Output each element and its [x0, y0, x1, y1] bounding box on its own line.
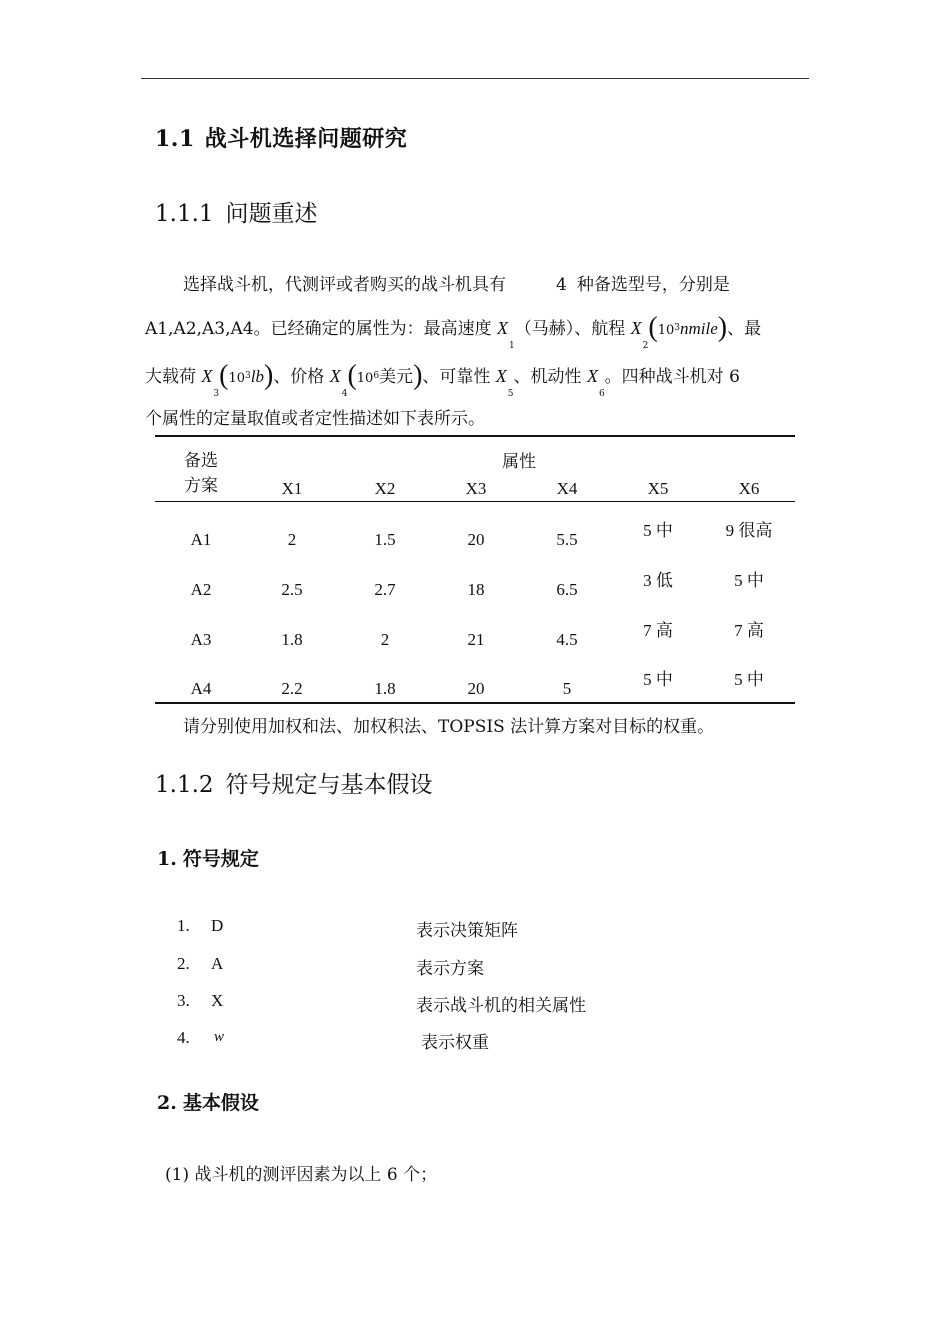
assumptions-heading — [157, 1088, 259, 1115]
unit-base: 10 — [356, 371, 374, 386]
var-subscript: 6 — [598, 389, 605, 399]
intro-text: 、机动性 — [513, 367, 582, 387]
section-number: 1.1 — [155, 126, 195, 152]
table-cell: 1.8 — [281, 630, 303, 649]
table-col-header: X2 — [374, 479, 396, 498]
var-x3: X — [201, 366, 213, 386]
table-cell: 21 — [467, 630, 485, 649]
intro-text: A1,A2,A3,A4。已经确定的属性为：最高速度 — [145, 319, 492, 339]
list-number: 1. — [177, 916, 190, 935]
row-label: A2 — [190, 580, 212, 599]
table-cell: 5 中 — [643, 521, 673, 540]
table-cell: 20 — [467, 679, 485, 698]
table-col-header: X3 — [465, 479, 487, 498]
table-col-header: X1 — [281, 479, 303, 498]
intro-line-1 — [183, 270, 730, 295]
intro-line-3 — [145, 358, 740, 399]
table-cell: 1.8 — [374, 679, 396, 698]
heading-number: 1. — [157, 848, 177, 870]
paren: ( — [219, 360, 229, 391]
paren: ) — [413, 360, 423, 391]
header-rule — [141, 78, 809, 79]
table-cell: 5 中 — [734, 571, 764, 590]
table-cell: 4.5 — [556, 630, 578, 649]
subsection-title-text: 符号规定与基本假设 — [225, 772, 433, 798]
unit-exp: 6 — [373, 371, 380, 381]
var-subscript: 5 — [507, 389, 514, 399]
table-cell: 5.5 — [556, 530, 578, 549]
heading-number: 2. — [157, 1092, 177, 1114]
intro-text: （马赫）、航程 — [514, 319, 626, 339]
symbol-desc: 表示决策矩阵 — [416, 921, 518, 941]
symbol-key: A — [211, 954, 224, 973]
paren: ( — [648, 312, 658, 343]
list-number: 2. — [177, 954, 190, 973]
table-cell: 5 中 — [643, 670, 673, 689]
symbol-key: w — [214, 1029, 225, 1045]
unit-exp: 3 — [245, 371, 251, 381]
unit-base: 10 — [657, 323, 675, 338]
table-cell: 3 低 — [643, 571, 673, 590]
table-col-header: X5 — [647, 479, 669, 498]
list-number: 3. — [177, 991, 190, 1010]
table-cell: 2 — [287, 530, 297, 549]
unit-exp: 3 — [674, 323, 680, 333]
section-title — [155, 122, 407, 153]
subsection-title-text: 问题重述 — [225, 201, 318, 227]
table-rule-bottom — [155, 702, 795, 704]
var-subscript: 4 — [341, 389, 348, 399]
table-note: 请分别使用加权和法、加权积法、TOPSIS 法计算方案对目标的权重。 — [183, 717, 715, 737]
table-head-left-2: 方案 — [184, 476, 218, 496]
unit-usd: 美元 — [379, 367, 414, 387]
table-cell: 18 — [467, 580, 485, 599]
intro-line-4: 个属性的定量取值或者定性描述如下表所示。 — [145, 409, 485, 429]
intro-text: 种备选型号，分别是 — [576, 275, 730, 295]
var-subscript: 3 — [213, 389, 220, 399]
var-x4: X — [329, 366, 341, 386]
subsection-title-1 — [155, 195, 318, 228]
table-cell: 1.5 — [374, 530, 396, 549]
var-x6: X — [586, 366, 598, 386]
unit-lb: lb — [250, 367, 264, 386]
var-x5: X — [495, 366, 507, 386]
intro-text: 、可靠性 — [422, 367, 491, 387]
heading-text: 基本假设 — [182, 1092, 259, 1114]
subsection-number: 1.1.2 — [155, 772, 214, 798]
table-cell: 2.5 — [281, 580, 303, 599]
row-label: A3 — [190, 630, 212, 649]
table-rule-mid — [155, 501, 795, 502]
subsection-number: 1.1.1 — [155, 201, 214, 227]
intro-line-2 — [145, 310, 762, 351]
symbols-heading — [157, 844, 259, 871]
unit-nmile: nmile — [679, 319, 718, 338]
var-x1: X — [497, 318, 508, 338]
symbol-key: D — [211, 916, 224, 935]
var-subscript: 2 — [642, 341, 649, 351]
table-col-header: X4 — [556, 479, 578, 498]
var-subscript: 1 — [509, 341, 515, 351]
var-x2: X — [630, 318, 642, 338]
table-head-group: 属性 — [502, 452, 536, 472]
subsection-title-2 — [155, 766, 433, 799]
intro-text: 、价格 — [273, 367, 325, 387]
table-head-left-1: 备选 — [184, 451, 218, 471]
table-cell: 2 — [380, 630, 390, 649]
symbol-desc: 表示战斗机的相关属性 — [416, 996, 586, 1016]
table-cell: 2.7 — [374, 580, 396, 599]
intro-text: 大载荷 — [145, 367, 196, 387]
intro-text: 、最 — [727, 319, 762, 339]
unit-base: 10 — [228, 371, 246, 386]
symbol-desc: 表示权重 — [421, 1033, 489, 1053]
table-cell: 20 — [467, 530, 485, 549]
intro-count: 4 — [556, 275, 567, 295]
paren: ( — [347, 360, 357, 391]
paren: ) — [263, 360, 274, 391]
table-rule-top — [155, 435, 795, 437]
paren: ) — [717, 312, 728, 343]
row-label: A4 — [190, 679, 212, 698]
table-cell: 9 很高 — [725, 521, 773, 540]
heading-text: 符号规定 — [182, 848, 259, 870]
table-cell: 6.5 — [556, 580, 578, 599]
intro-text: 选择战斗机，代测评或者购买的战斗机具有 — [183, 275, 506, 295]
table-cell: 7 高 — [643, 621, 673, 640]
section-title-text: 战斗机选择问题研究 — [204, 126, 408, 152]
symbol-key: X — [211, 991, 224, 1010]
assumption-item: (1) 战斗机的测评因素为以上 6 个； — [165, 1165, 438, 1185]
row-label: A1 — [190, 530, 212, 549]
table-cell: 5 中 — [734, 670, 764, 689]
symbol-desc: 表示方案 — [416, 959, 484, 979]
table-cell: 7 高 — [734, 621, 764, 640]
intro-text: 。四种战斗机对 6 — [604, 367, 740, 387]
list-number: 4. — [177, 1028, 190, 1047]
table-col-header: X6 — [738, 479, 760, 498]
table-cell: 2.2 — [281, 679, 303, 698]
table-cell: 5 — [562, 679, 572, 698]
